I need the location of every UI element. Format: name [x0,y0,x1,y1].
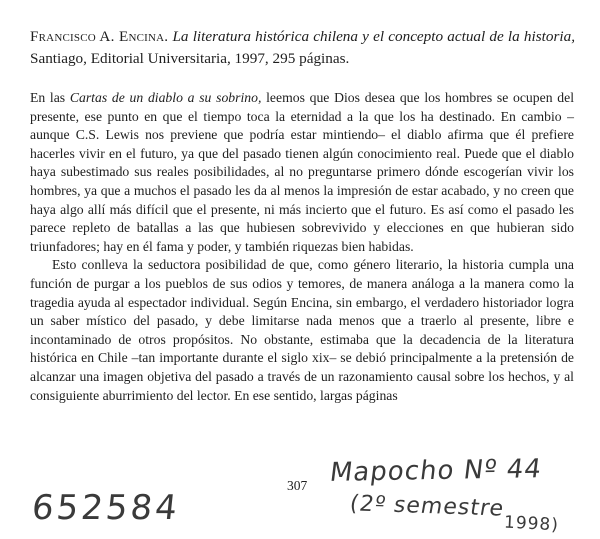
handwritten-issue-note: (2º semestre [347,491,507,522]
paragraph-1 [30,89,574,256]
review-heading [30,26,575,70]
cited-book-title: Cartas de un diablo a su sobrino, [69,90,262,105]
handwritten-catalog-number: 652584 [29,488,182,528]
handwritten-year-note: 1998) [503,512,560,536]
publication-info: Santiago, Editorial Universitaria, 1997, 295 páginas. [30,50,350,67]
paragraph-1-text: leemos que Dios desea que los hombres se ocupen del presente, ese punto en que el tiempo toca la eternidad a la que los ha destinado. En cambio –aunque C.S. Lewis nos previene que podría estar mintiendo– el diablo afirma que él prefiere hacerles vivir en el futuro, ya que del pasado tienen algún conocimiento real. Puede que el diablo haya subestimado sus reales posibilidades, al no preguntarse primero dónde escogerían vivir los hombres, ya que a muchos el pasado les da al menos la impresión de estar acabado, y no creen que haya algo allí más difícil que el presente, ni más incierto que el futuro. Es así como el pasado les parece repleto de batallas a las que hubiesen sobrevivido y elecciones en que hubieran sido triunfadores; hay en él fama y poder, y también riquezas bien habidas. [30,90,574,254]
handwritten-journal-note: Mapocho Nº 44 [328,454,544,488]
book-title: La literatura histórica chilena y el concepto actual de la historia, [172,28,575,45]
page-number: 307 [287,478,308,493]
review-body [30,89,574,405]
author-name: Francisco A. Encina. [30,28,169,45]
paragraph-2: Esto conlleva la seductora posibilidad de que, como género literario, la historia cumpla una función de purgar a los pueblos de sus odios y temores, de manera análoga a la manera como la tragedia ayuda al espectador individual. Según Encina, sin embargo, el verdadero historiador logra un saber místico del pasado, y debe limitarse nada menos que a traerlo al presente, libre e incontaminado de otros propósitos. No obstante, estimaba que la decadencia de la literatura histórica en Chile –tan importante durante el siglo xix– se debió principalmente a la pretensión de alcanzar una imagen objetiva del pasado a través de un razonamiento causal sobre los hechos, y al consiguiente aburrimiento del lector. En ese sentido, largas páginas [30,257,574,403]
paragraph-1-intro: En las [30,90,70,105]
